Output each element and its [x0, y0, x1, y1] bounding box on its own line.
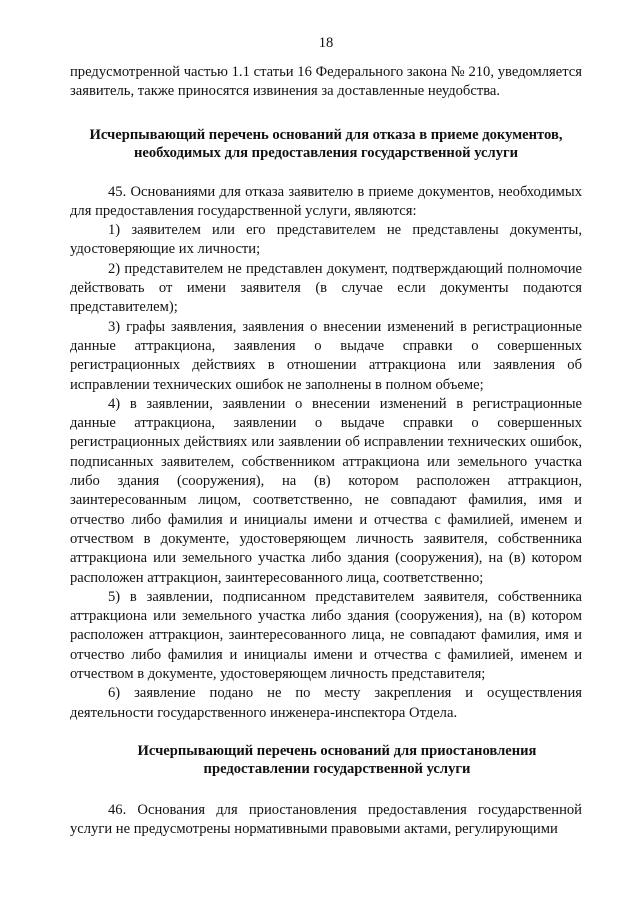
heading-line: необходимых для предоставления государственной услуги	[133, 145, 519, 162]
list-item-3: 3) графы заявления, заявления о внесении изменений в регистрационные данные аттракциона, заявления о выдаче справки о совершенных регистрационных действиях в отношении аттракциона или заявления об исправлении технических ошибок не заполнены в полном объеме;	[70, 318, 582, 393]
clause-46: 46. Основания для приостановления предоставления государственной услуги не предусмотрены нормативными правовыми актами, регулирующими	[70, 801, 582, 838]
page-number: 18	[318, 35, 334, 51]
section-heading-suspension-grounds	[70, 742, 582, 779]
heading-line: Исчерпывающий перечень оснований для отказа в приеме документов,	[89, 126, 563, 143]
heading-line: Исчерпывающий перечень оснований для приостановления	[137, 742, 537, 759]
list-item-5: 5) в заявлении, подписанном представителем заявителя, собственника аттракциона или земельного участка либо здания (сооружения), на (в) котором расположен аттракцион, заинтересованного лица, не совпадают фамилия, имя и отчество либо фамилия и инициалы имени и отчества с фамилией, именем и отчеством в документе, удостоверяющем личность представителя;	[70, 588, 582, 683]
section-heading-refusal-grounds	[70, 126, 582, 163]
list-item-2: 2) представителем не представлен документ, подтверждающий полномочие действовать от имени заявителя (в случае если документы подаются представителем);	[70, 260, 582, 316]
list-item-6: 6) заявление подано не по месту закрепления и осуществления деятельности государственного инженера-инспектора Отдела.	[70, 685, 582, 721]
clause-45: 45. Основаниями для отказа заявителю в приеме документов, необходимых для предоставления государственной услуги, являются:	[70, 183, 582, 219]
list-item-4: 4) в заявлении, заявлении о внесении изменений в регистрационные данные аттракциона, заявлении о выдаче справки о совершенных регистрационных действиях или заявлении об исправлении технических ошибок, подписанных заявителем, собственником аттракциона или земельного участка либо здания (сооружения), на (в) котором расположен аттракцион, заинтересованным лицом, соответственно, не совпадают фамилия, имя и отчество либо фамилия и инициалы имени и отчества с фамилией, именем и отчеством в документе, удостоверяющем личность заявителя, собственника аттракциона или земельного участка либо здания (сооружения), на (в) котором расположен аттракцион, заинтересованного лица, соответственно;	[70, 395, 582, 586]
list-item-1: 1) заявителем или его представителем не представлены документы, удостоверяющие их личности;	[70, 222, 582, 258]
heading-line: предоставлении государственной услуги	[203, 761, 471, 778]
intro-paragraph: предусмотренной частью 1.1 статьи 16 Федерального закона № 210, уведомляется заявитель, также приносятся извинения за доставленные неудобства.	[70, 64, 582, 100]
